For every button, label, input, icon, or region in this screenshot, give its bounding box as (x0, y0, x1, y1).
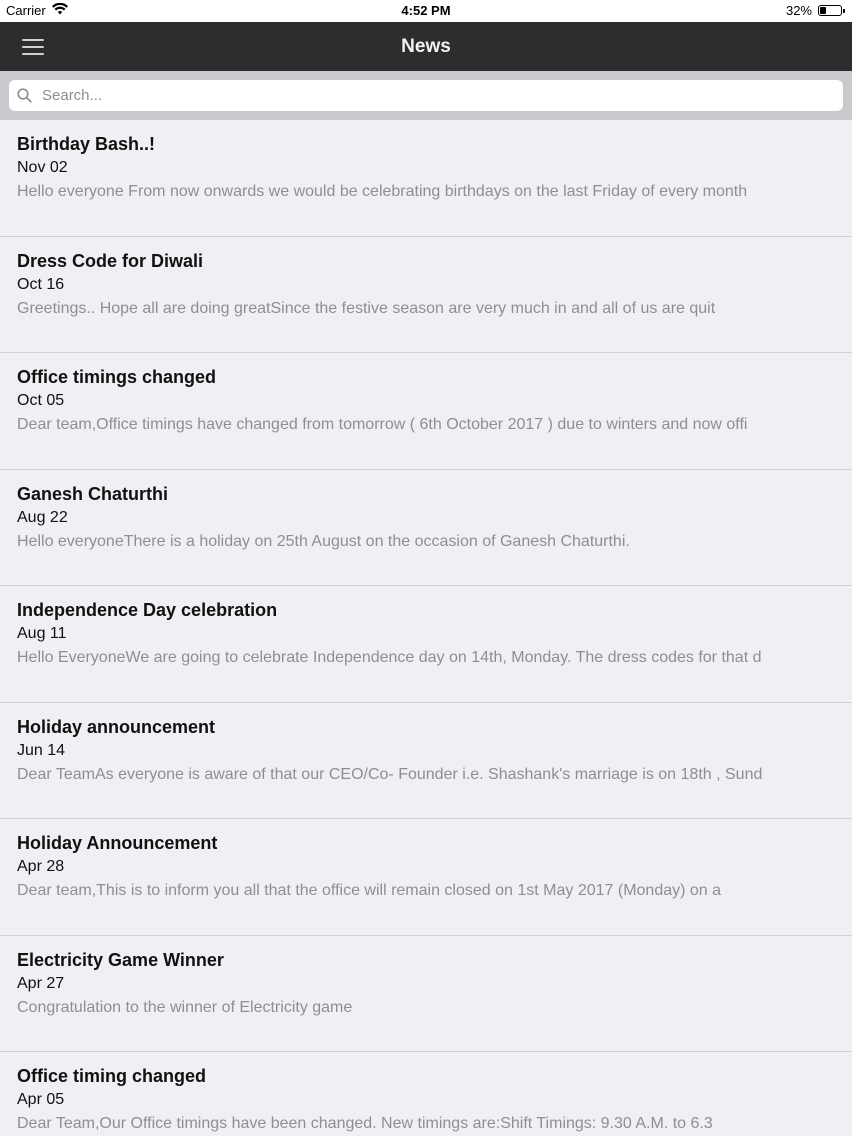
news-list-item[interactable] (0, 1052, 852, 1136)
news-snippet: Dear team,This is to inform you all that the office will remain closed on 1st May 2017 (Monday) on a (17, 882, 722, 899)
news-list-item[interactable] (0, 237, 852, 354)
news-date: Apr 27 (17, 974, 65, 992)
news-list-item[interactable] (0, 819, 852, 936)
news-title: Ganesh Chaturthi (17, 483, 169, 504)
status-time: 4:52 PM (401, 3, 451, 18)
news-snippet: Dear team,Office timings have changed from tomorrow ( 6th October 2017 ) due to winters and now offi (17, 416, 748, 433)
search-icon (17, 88, 32, 103)
nav-bar (0, 22, 852, 71)
news-list-item[interactable] (0, 586, 852, 703)
news-list-item[interactable] (0, 120, 852, 237)
news-snippet: Hello everyoneThere is a holiday on 25th August on the occasion of Ganesh Chaturthi. (17, 532, 630, 550)
news-list-item[interactable] (0, 353, 852, 470)
news-date: Aug 22 (17, 508, 68, 526)
news-date: Jun 14 (17, 741, 66, 759)
battery-icon (818, 5, 842, 16)
news-snippet: Congratulation to the winner of Electricity game (17, 998, 353, 1016)
battery-percent: 32% (785, 3, 812, 18)
news-title: Electricity Game Winner (17, 949, 224, 970)
status-right (786, 3, 842, 18)
carrier-label: Carrier (6, 3, 46, 18)
news-snippet: Hello everyone From now onwards we would be celebrating birthdays on the last Friday of every month (17, 183, 748, 200)
news-title: Office timing changed (17, 1066, 207, 1086)
news-date: Aug 11 (17, 625, 67, 642)
news-list-item[interactable] (0, 936, 852, 1053)
news-title: Holiday Announcement (17, 833, 218, 853)
news-snippet: Dear Team,Our Office timings have been changed. New timings are:Shift Timings: 9.30 A.M. to 6.3 (17, 1115, 713, 1132)
news-snippet: Hello EveryoneWe are going to celebrate Independence day on 14th, Monday. The dress codes for that d (17, 649, 762, 666)
news-date: Apr 05 (17, 1091, 65, 1108)
status-bar (0, 0, 852, 22)
news-snippet: Dear TeamAs everyone is aware of that our CEO/Co- Founder i.e. Shashank's marriage is on 18th , Sund (17, 765, 763, 783)
news-snippet: Greetings.. Hope all are doing greatSince the festive season are very much in and all of us are quit (17, 299, 716, 317)
search-bar (0, 71, 852, 120)
news-title: Dress Code for Diwali (17, 250, 204, 271)
news-date: Nov 02 (17, 159, 68, 176)
news-title: Holiday announcement (17, 716, 216, 737)
page-title: News (401, 36, 451, 57)
news-date: Oct 16 (17, 275, 65, 293)
news-date: Apr 28 (17, 858, 65, 875)
news-date: Oct 05 (17, 392, 65, 409)
search-input[interactable] (40, 86, 824, 105)
battery-level (820, 7, 826, 14)
news-title: Independence Day celebration (17, 600, 278, 620)
news-title: Office timings changed (17, 367, 217, 387)
news-title: Birthday Bash..! (17, 134, 156, 154)
news-list (0, 120, 852, 1136)
news-list-item[interactable] (0, 703, 852, 820)
news-list-item[interactable] (0, 470, 852, 587)
search-box[interactable] (9, 80, 843, 111)
